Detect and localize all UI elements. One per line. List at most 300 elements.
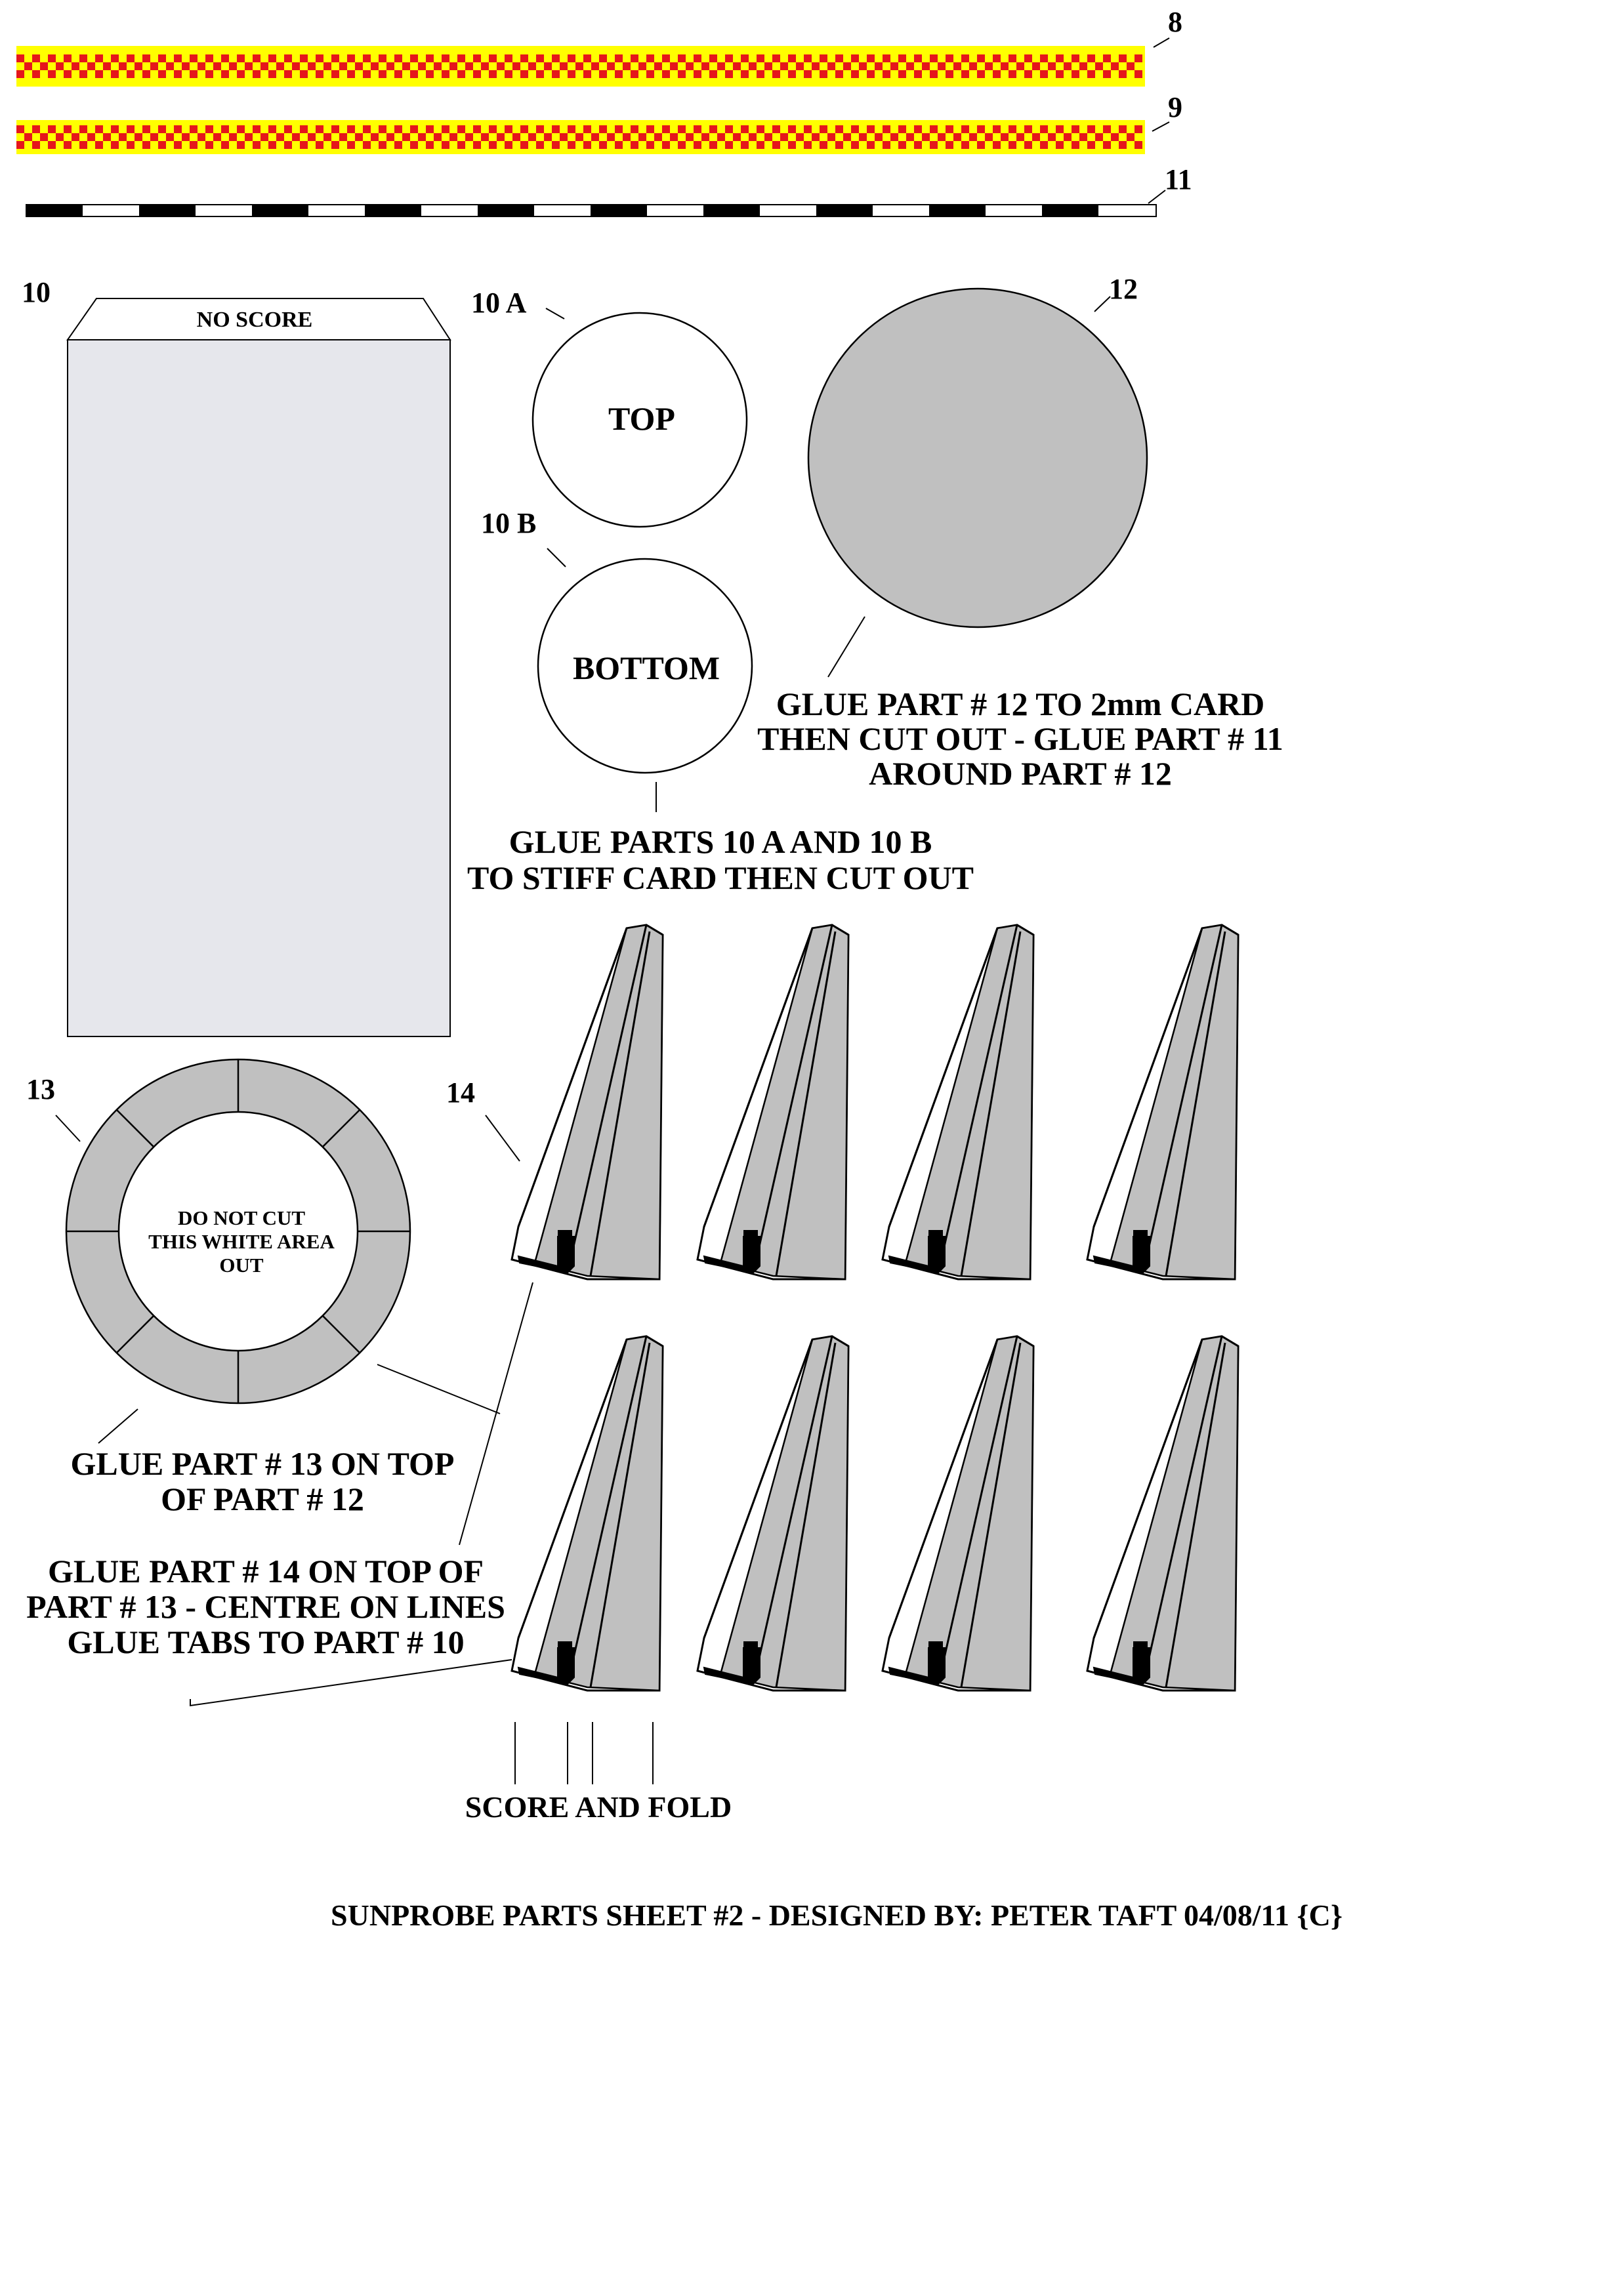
check-square (804, 70, 812, 78)
check-square (268, 141, 276, 149)
fin-1 (512, 925, 663, 1279)
check-square (410, 125, 418, 133)
check-square (536, 70, 544, 78)
check-square (678, 70, 686, 78)
check-square (1032, 133, 1040, 141)
check-square (316, 54, 323, 62)
check-square (402, 62, 410, 70)
check-square (741, 70, 749, 78)
dash-segment (252, 205, 308, 216)
check-square (379, 141, 386, 149)
check-square (473, 141, 481, 149)
check-square (150, 62, 158, 70)
check-square (284, 141, 292, 149)
check-square (528, 133, 536, 141)
check-square (449, 62, 457, 70)
check-square (16, 54, 24, 62)
check-square (898, 125, 906, 133)
check-square (1095, 62, 1103, 70)
check-square (772, 125, 780, 133)
check-square (331, 141, 339, 149)
check-square (473, 125, 481, 133)
check-square (1103, 125, 1111, 133)
check-square (355, 62, 363, 70)
check-square (363, 54, 371, 62)
check-square (764, 133, 772, 141)
check-square (646, 70, 654, 78)
check-square (725, 54, 733, 62)
check-square (686, 62, 694, 70)
check-square (662, 125, 670, 133)
check-square (1009, 141, 1016, 149)
fin-3 (883, 925, 1033, 1279)
check-square (505, 125, 512, 133)
check-square (678, 54, 686, 62)
check-square (859, 62, 867, 70)
check-square (79, 70, 87, 78)
check-square (426, 54, 434, 62)
check-square (812, 62, 820, 70)
check-square (883, 141, 890, 149)
check-square (883, 125, 890, 133)
instruction-glue10-line2: TO STIFF CARD THEN CUT OUT (467, 859, 974, 896)
check-square (316, 141, 323, 149)
check-square (473, 54, 481, 62)
check-square (442, 125, 449, 133)
check-square (646, 125, 654, 133)
check-square (379, 125, 386, 133)
check-square (394, 125, 402, 133)
check-square (646, 141, 654, 149)
fin-7 (883, 1336, 1033, 1691)
check-square (1001, 62, 1009, 70)
check-square (552, 125, 560, 133)
check-square (1040, 54, 1048, 62)
check-square (292, 133, 300, 141)
ring-center-line3: OUT (219, 1254, 264, 1277)
dash-segment (365, 205, 421, 216)
check-square (835, 70, 843, 78)
check-square (701, 133, 709, 141)
check-square (725, 141, 733, 149)
check-square (363, 70, 371, 78)
check-square (174, 141, 182, 149)
instruction-glue14-line1: GLUE PART # 14 ON TOP OF (47, 1553, 484, 1589)
check-square (1135, 54, 1142, 62)
check-square (1056, 125, 1064, 133)
check-square (426, 141, 434, 149)
check-square (851, 70, 859, 78)
check-square (1119, 54, 1127, 62)
check-square (166, 62, 174, 70)
check-square (1024, 125, 1032, 133)
instruction-glue12-line2: THEN CUT OUT - GLUE PART # 11 (757, 720, 1283, 757)
check-square (1072, 141, 1079, 149)
check-square (788, 54, 796, 62)
part-number-10b: 10 B (481, 507, 537, 539)
check-square (733, 133, 741, 141)
check-square (607, 133, 615, 141)
check-square (418, 62, 426, 70)
check-square (560, 133, 568, 141)
check-square (205, 125, 213, 133)
leader-glue12 (828, 617, 865, 677)
check-square (583, 54, 591, 62)
check-square (190, 70, 198, 78)
check-square (890, 62, 898, 70)
check-square (851, 54, 859, 62)
check-square (72, 133, 79, 141)
check-square (906, 133, 914, 141)
check-square (489, 54, 497, 62)
check-square (1103, 141, 1111, 149)
check-square (914, 141, 922, 149)
check-square (142, 141, 150, 149)
check-square (1016, 62, 1024, 70)
check-square (780, 62, 788, 70)
check-square (379, 70, 386, 78)
check-square (820, 54, 827, 62)
dash-segment (703, 205, 760, 216)
leader-9 (1152, 122, 1169, 131)
check-square (276, 133, 284, 141)
check-square (190, 125, 198, 133)
check-square (694, 70, 701, 78)
check-square (449, 133, 457, 141)
check-square (371, 133, 379, 141)
check-square (198, 62, 205, 70)
check-square (158, 125, 166, 133)
check-square (615, 125, 623, 133)
ring-center-line2: THIS WHITE AREA (148, 1230, 335, 1253)
check-square (142, 70, 150, 78)
check-square (158, 54, 166, 62)
check-square (1056, 54, 1064, 62)
check-square (1024, 54, 1032, 62)
check-square (253, 54, 260, 62)
strip-part-8 (16, 46, 1145, 87)
check-square (16, 141, 24, 149)
check-square (662, 141, 670, 149)
check-square (1135, 125, 1142, 133)
fin-notch-post (558, 1641, 572, 1679)
check-square (867, 70, 875, 78)
check-square (757, 70, 764, 78)
check-square (268, 54, 276, 62)
check-square (946, 125, 953, 133)
check-square (961, 70, 969, 78)
check-square (796, 133, 804, 141)
check-square (512, 133, 520, 141)
check-square (1119, 125, 1127, 133)
check-square (32, 54, 40, 62)
check-square (662, 54, 670, 62)
check-square (859, 133, 867, 141)
leader-12 (1094, 297, 1110, 312)
check-square (922, 62, 930, 70)
instruction-glue12-line3: AROUND PART # 12 (869, 755, 1172, 792)
check-square (347, 125, 355, 133)
fin-notch-post (743, 1230, 758, 1268)
check-square (166, 133, 174, 141)
check-square (1016, 133, 1024, 141)
check-square (198, 133, 205, 141)
fins-part-14 (512, 925, 1238, 1691)
check-square (709, 54, 717, 62)
check-square (670, 62, 678, 70)
check-square (883, 54, 890, 62)
check-square (827, 62, 835, 70)
check-square (733, 62, 741, 70)
part-number-11: 11 (1165, 163, 1192, 195)
check-square (190, 141, 198, 149)
check-square (497, 62, 505, 70)
check-square (568, 141, 575, 149)
check-square (694, 125, 701, 133)
check-square (953, 133, 961, 141)
check-square (268, 125, 276, 133)
check-square (544, 133, 552, 141)
check-square (686, 133, 694, 141)
check-square (505, 141, 512, 149)
check-square (245, 133, 253, 141)
check-square (127, 125, 135, 133)
check-square (741, 141, 749, 149)
check-square (1024, 141, 1032, 149)
check-square (875, 62, 883, 70)
check-square (615, 141, 623, 149)
check-square (1048, 62, 1056, 70)
check-square (394, 54, 402, 62)
check-square (946, 54, 953, 62)
check-square (24, 62, 32, 70)
check-square (694, 54, 701, 62)
check-square (95, 141, 103, 149)
ring-center-line1: DO NOT CUT (177, 1206, 306, 1229)
check-square (16, 125, 24, 133)
check-square (379, 54, 386, 62)
check-square (883, 70, 890, 78)
check-square (528, 62, 536, 70)
check-square (481, 62, 489, 70)
check-square (953, 62, 961, 70)
check-square (64, 125, 72, 133)
check-square (260, 133, 268, 141)
part-number-10a: 10 A (471, 287, 527, 319)
check-square (638, 62, 646, 70)
check-square (103, 62, 111, 70)
dash-segment (1042, 205, 1098, 216)
check-square (268, 70, 276, 78)
check-square (741, 54, 749, 62)
check-square (544, 62, 552, 70)
part-number-10: 10 (22, 276, 51, 308)
check-square (615, 70, 623, 78)
check-square (260, 62, 268, 70)
check-square (410, 70, 418, 78)
check-square (497, 133, 505, 141)
check-square (898, 141, 906, 149)
check-square (977, 141, 985, 149)
check-square (347, 54, 355, 62)
check-square (993, 70, 1001, 78)
check-square (323, 62, 331, 70)
check-square (788, 125, 796, 133)
check-square (1072, 70, 1079, 78)
check-square (442, 141, 449, 149)
check-square (568, 125, 575, 133)
check-square (308, 133, 316, 141)
check-square (95, 125, 103, 133)
check-square (552, 54, 560, 62)
check-square (205, 70, 213, 78)
check-square (410, 141, 418, 149)
check-square (536, 54, 544, 62)
check-square (40, 62, 48, 70)
check-square (79, 54, 87, 62)
check-square (1056, 141, 1064, 149)
check-square (402, 133, 410, 141)
check-square (150, 133, 158, 141)
check-square (631, 125, 638, 133)
check-square (237, 125, 245, 133)
check-square (284, 125, 292, 133)
check-square (961, 54, 969, 62)
check-square (119, 62, 127, 70)
dash-segment (478, 205, 534, 216)
check-square (1119, 141, 1127, 149)
check-square (1072, 54, 1079, 62)
check-square (331, 70, 339, 78)
check-square (1001, 133, 1009, 141)
check-square (599, 54, 607, 62)
check-square (875, 133, 883, 141)
check-square (111, 54, 119, 62)
check-square (347, 141, 355, 149)
part-number-12: 12 (1109, 273, 1138, 305)
check-square (1072, 125, 1079, 133)
check-square (221, 70, 229, 78)
check-square (678, 141, 686, 149)
strip-part-11 (26, 205, 1156, 216)
check-square (253, 141, 260, 149)
check-square (946, 141, 953, 149)
check-square (489, 141, 497, 149)
check-square (575, 62, 583, 70)
leader-8 (1154, 38, 1169, 47)
check-square (363, 125, 371, 133)
check-square (48, 141, 56, 149)
check-square (977, 54, 985, 62)
check-square (308, 62, 316, 70)
check-square (284, 54, 292, 62)
leader-glue13 (98, 1409, 138, 1443)
check-square (1079, 133, 1087, 141)
check-square (520, 141, 528, 149)
check-square (1024, 70, 1032, 78)
check-square (1087, 125, 1095, 133)
check-square (24, 133, 32, 141)
check-square (237, 54, 245, 62)
check-square (182, 133, 190, 141)
check-square (457, 54, 465, 62)
check-square (79, 141, 87, 149)
check-square (583, 125, 591, 133)
check-square (662, 70, 670, 78)
check-square (591, 133, 599, 141)
check-square (678, 125, 686, 133)
fin-6 (697, 1336, 848, 1691)
check-square (1111, 133, 1119, 141)
check-square (394, 70, 402, 78)
check-square (867, 125, 875, 133)
leader-13 (56, 1115, 80, 1141)
check-square (489, 125, 497, 133)
check-square (32, 125, 40, 133)
check-square (213, 62, 221, 70)
check-square (442, 70, 449, 78)
check-square (426, 70, 434, 78)
check-square (615, 54, 623, 62)
check-square (48, 125, 56, 133)
check-square (111, 141, 119, 149)
leader-14 (486, 1115, 520, 1161)
check-square (87, 133, 95, 141)
check-square (190, 54, 198, 62)
check-square (79, 125, 87, 133)
check-square (426, 125, 434, 133)
check-square (749, 133, 757, 141)
check-square (820, 125, 827, 133)
check-square (276, 62, 284, 70)
check-square (938, 133, 946, 141)
dash-segment (816, 205, 873, 216)
check-square (977, 125, 985, 133)
check-square (867, 141, 875, 149)
check-square (969, 62, 977, 70)
check-square (56, 133, 64, 141)
check-square (843, 62, 851, 70)
instruction-glue14-line2: PART # 13 - CENTRE ON LINES (26, 1588, 505, 1625)
check-square (339, 133, 347, 141)
check-square (552, 70, 560, 78)
check-square (1040, 125, 1048, 133)
score-and-fold-label: SCORE AND FOLD (465, 1790, 732, 1824)
fin-notch-post (558, 1230, 572, 1268)
check-square (253, 125, 260, 133)
check-square (237, 141, 245, 149)
check-square (993, 54, 1001, 62)
check-square (796, 62, 804, 70)
check-square (568, 54, 575, 62)
check-square (985, 62, 993, 70)
check-square (1009, 54, 1016, 62)
check-square (804, 125, 812, 133)
check-square (253, 70, 260, 78)
check-square (1064, 133, 1072, 141)
check-square (851, 141, 859, 149)
check-square (1103, 54, 1111, 62)
check-square (961, 125, 969, 133)
check-square (1111, 62, 1119, 70)
check-square (221, 141, 229, 149)
instruction-glue14-line3: GLUE TABS TO PART # 10 (67, 1624, 465, 1660)
check-square (1009, 70, 1016, 78)
fin-2 (697, 925, 848, 1279)
check-square (386, 62, 394, 70)
check-square (245, 62, 253, 70)
leader-10a (546, 308, 564, 319)
